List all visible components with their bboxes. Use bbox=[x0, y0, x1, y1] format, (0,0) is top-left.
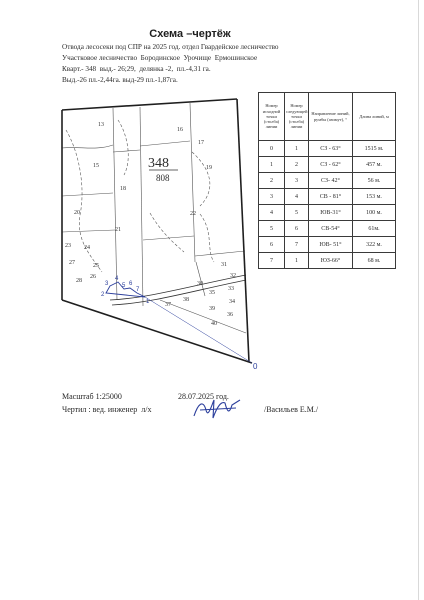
cell-start-point: 3 bbox=[259, 189, 285, 205]
point-label: 7 bbox=[136, 287, 140, 293]
cell-length: 322 м. bbox=[353, 237, 396, 253]
compartment-label: 30 bbox=[197, 281, 203, 287]
compartment-line bbox=[62, 145, 113, 148]
table-row bbox=[259, 157, 396, 173]
compartment-label: 33 bbox=[228, 286, 234, 292]
table-row bbox=[259, 237, 396, 253]
cell-start-point: 4 bbox=[259, 205, 285, 221]
cell-length: 68 м. bbox=[353, 253, 396, 269]
compartment-line bbox=[140, 107, 143, 306]
map-scale: Масштаб 1:25000 bbox=[62, 392, 122, 401]
dashed-path bbox=[118, 120, 128, 175]
compartment-label: 20 bbox=[74, 210, 80, 216]
compartment-line bbox=[190, 103, 195, 262]
cell-length: 1515 м. bbox=[353, 141, 396, 157]
dashed-path bbox=[66, 130, 102, 272]
compartment-line bbox=[113, 108, 117, 300]
table-row bbox=[259, 221, 396, 237]
column-header-length: Длина линий, м bbox=[353, 93, 396, 141]
dashed-path bbox=[200, 214, 214, 262]
compartment-label: 38 bbox=[183, 297, 189, 303]
cell-start-point: 1 bbox=[259, 157, 285, 173]
compartment-line bbox=[113, 150, 140, 152]
cell-bearing: ЮВ-31° bbox=[309, 205, 353, 221]
point-label: 5 bbox=[122, 283, 126, 289]
cell-start-point: 7 bbox=[259, 253, 285, 269]
compartment-line bbox=[143, 236, 194, 240]
cell-start-point: 2 bbox=[259, 173, 285, 189]
cell-length: 457 м. bbox=[353, 157, 396, 173]
compartment-label: 15 bbox=[93, 163, 99, 169]
compartment-label: 37 bbox=[165, 302, 171, 308]
dashed-paths bbox=[66, 120, 214, 272]
area-number: 808 bbox=[156, 173, 170, 183]
table-row bbox=[259, 189, 396, 205]
compartment-label: 31 bbox=[221, 262, 227, 268]
cell-bearing: СВ - 81° bbox=[309, 189, 353, 205]
header-line-quarter: Кварт.- 348 выд.- 26;29, делянка -2, пл.-4,31 га. bbox=[62, 65, 211, 73]
compartment-label: 21 bbox=[115, 227, 121, 233]
document-title: Схема –чертёж bbox=[149, 28, 231, 40]
point-label: 1 bbox=[146, 299, 150, 305]
cell-start-point: 0 bbox=[259, 141, 285, 157]
quarter-number: 348 bbox=[148, 156, 169, 171]
table-row bbox=[259, 205, 396, 221]
header-line-forestry: Участковое лесничество Бородинское Урочище Ермошинское bbox=[62, 54, 258, 62]
cell-bearing: СВ-54° bbox=[309, 221, 353, 237]
road bbox=[110, 275, 246, 305]
compartment-label: 25 bbox=[93, 263, 99, 269]
compartment-label: 27 bbox=[69, 260, 75, 266]
compartment-label: 23 bbox=[65, 243, 71, 249]
compartment-line bbox=[62, 230, 115, 232]
cell-bearing: СЗ - 62° bbox=[309, 157, 353, 173]
compartment-label: 19 bbox=[206, 165, 212, 171]
point-label: 2 bbox=[101, 292, 105, 298]
compartment-label: 16 bbox=[177, 127, 183, 133]
column-header-start-point: Номер исходной точки (столба) линии bbox=[259, 93, 285, 141]
cell-length: 61м. bbox=[353, 221, 396, 237]
compartment-label: 35 bbox=[209, 290, 215, 296]
cell-next-point: 5 bbox=[285, 205, 309, 221]
compartment-line bbox=[196, 262, 205, 296]
cell-next-point: 7 bbox=[285, 237, 309, 253]
cell-next-point: 1 bbox=[285, 253, 309, 269]
column-header-bearing: Направление линий, румбы (азимут), ° bbox=[309, 93, 353, 141]
cell-next-point: 6 bbox=[285, 221, 309, 237]
header-line-allotment: Отвода лесосеки под СПР на 2025 год. отдел Гвардейское лесничество bbox=[62, 43, 279, 51]
cell-bearing: СЗ- 42° bbox=[309, 173, 353, 189]
compartment-line bbox=[62, 193, 113, 196]
compartment-line bbox=[140, 141, 190, 146]
compartment-label: 39 bbox=[209, 306, 215, 312]
point-label: 3 bbox=[105, 281, 109, 287]
cell-length: 153 м. bbox=[353, 189, 396, 205]
compartment-label: 24 bbox=[84, 245, 90, 251]
cell-bearing: СЗ - 63° bbox=[309, 141, 353, 157]
table-row bbox=[259, 253, 396, 269]
dashed-path bbox=[150, 213, 184, 252]
point-label: 0 bbox=[253, 362, 258, 371]
compartment-label: 32 bbox=[230, 273, 236, 279]
compartment-label: 28 bbox=[76, 278, 82, 284]
header-line-areas: Выд.-26 пл.-2,44га. выд-29 пл.-1,87га. bbox=[62, 76, 178, 84]
document-date: 28.07.2025 год. bbox=[178, 392, 229, 401]
compartment-label: 36 bbox=[227, 312, 233, 318]
cell-bearing: ЮВ- 51° bbox=[309, 237, 353, 253]
drafter-name: /Васильев Е.М./ bbox=[264, 405, 319, 414]
cell-length: 56 м. bbox=[353, 173, 396, 189]
cell-next-point: 1 bbox=[285, 141, 309, 157]
scan-edge-line bbox=[418, 0, 419, 600]
table-header-row bbox=[259, 93, 396, 141]
compartment-label: 40 bbox=[211, 321, 217, 327]
compartment-label: 17 bbox=[198, 140, 204, 146]
cell-next-point: 2 bbox=[285, 157, 309, 173]
column-header-next-point: Номер следующей точки (столба) линии bbox=[285, 93, 309, 141]
compartment-line bbox=[195, 251, 245, 256]
cell-start-point: 5 bbox=[259, 221, 285, 237]
compartment-label: 13 bbox=[98, 122, 104, 128]
survey-table bbox=[258, 92, 396, 269]
table-row bbox=[259, 141, 396, 157]
compartment-label: 18 bbox=[120, 186, 126, 192]
compartment-label: 26 bbox=[90, 274, 96, 280]
compartment-lines bbox=[62, 103, 246, 333]
compartment-line bbox=[160, 300, 246, 333]
point-label: 6 bbox=[129, 281, 133, 287]
compartment-label: 34 bbox=[229, 299, 235, 305]
drafter-label: Чертил : вед. инженер л/х bbox=[62, 405, 152, 414]
cell-next-point: 4 bbox=[285, 189, 309, 205]
cell-next-point: 3 bbox=[285, 173, 309, 189]
cell-start-point: 6 bbox=[259, 237, 285, 253]
compartment-label: 22 bbox=[190, 211, 196, 217]
dashed-path bbox=[192, 152, 210, 206]
cut-area-outline bbox=[106, 282, 252, 363]
table-row bbox=[259, 173, 396, 189]
cell-length: 100 м. bbox=[353, 205, 396, 221]
point-label: 4 bbox=[115, 276, 119, 282]
cell-bearing: ЮЗ-66° bbox=[309, 253, 353, 269]
signature bbox=[194, 400, 240, 418]
quarter-boundary bbox=[62, 99, 252, 363]
